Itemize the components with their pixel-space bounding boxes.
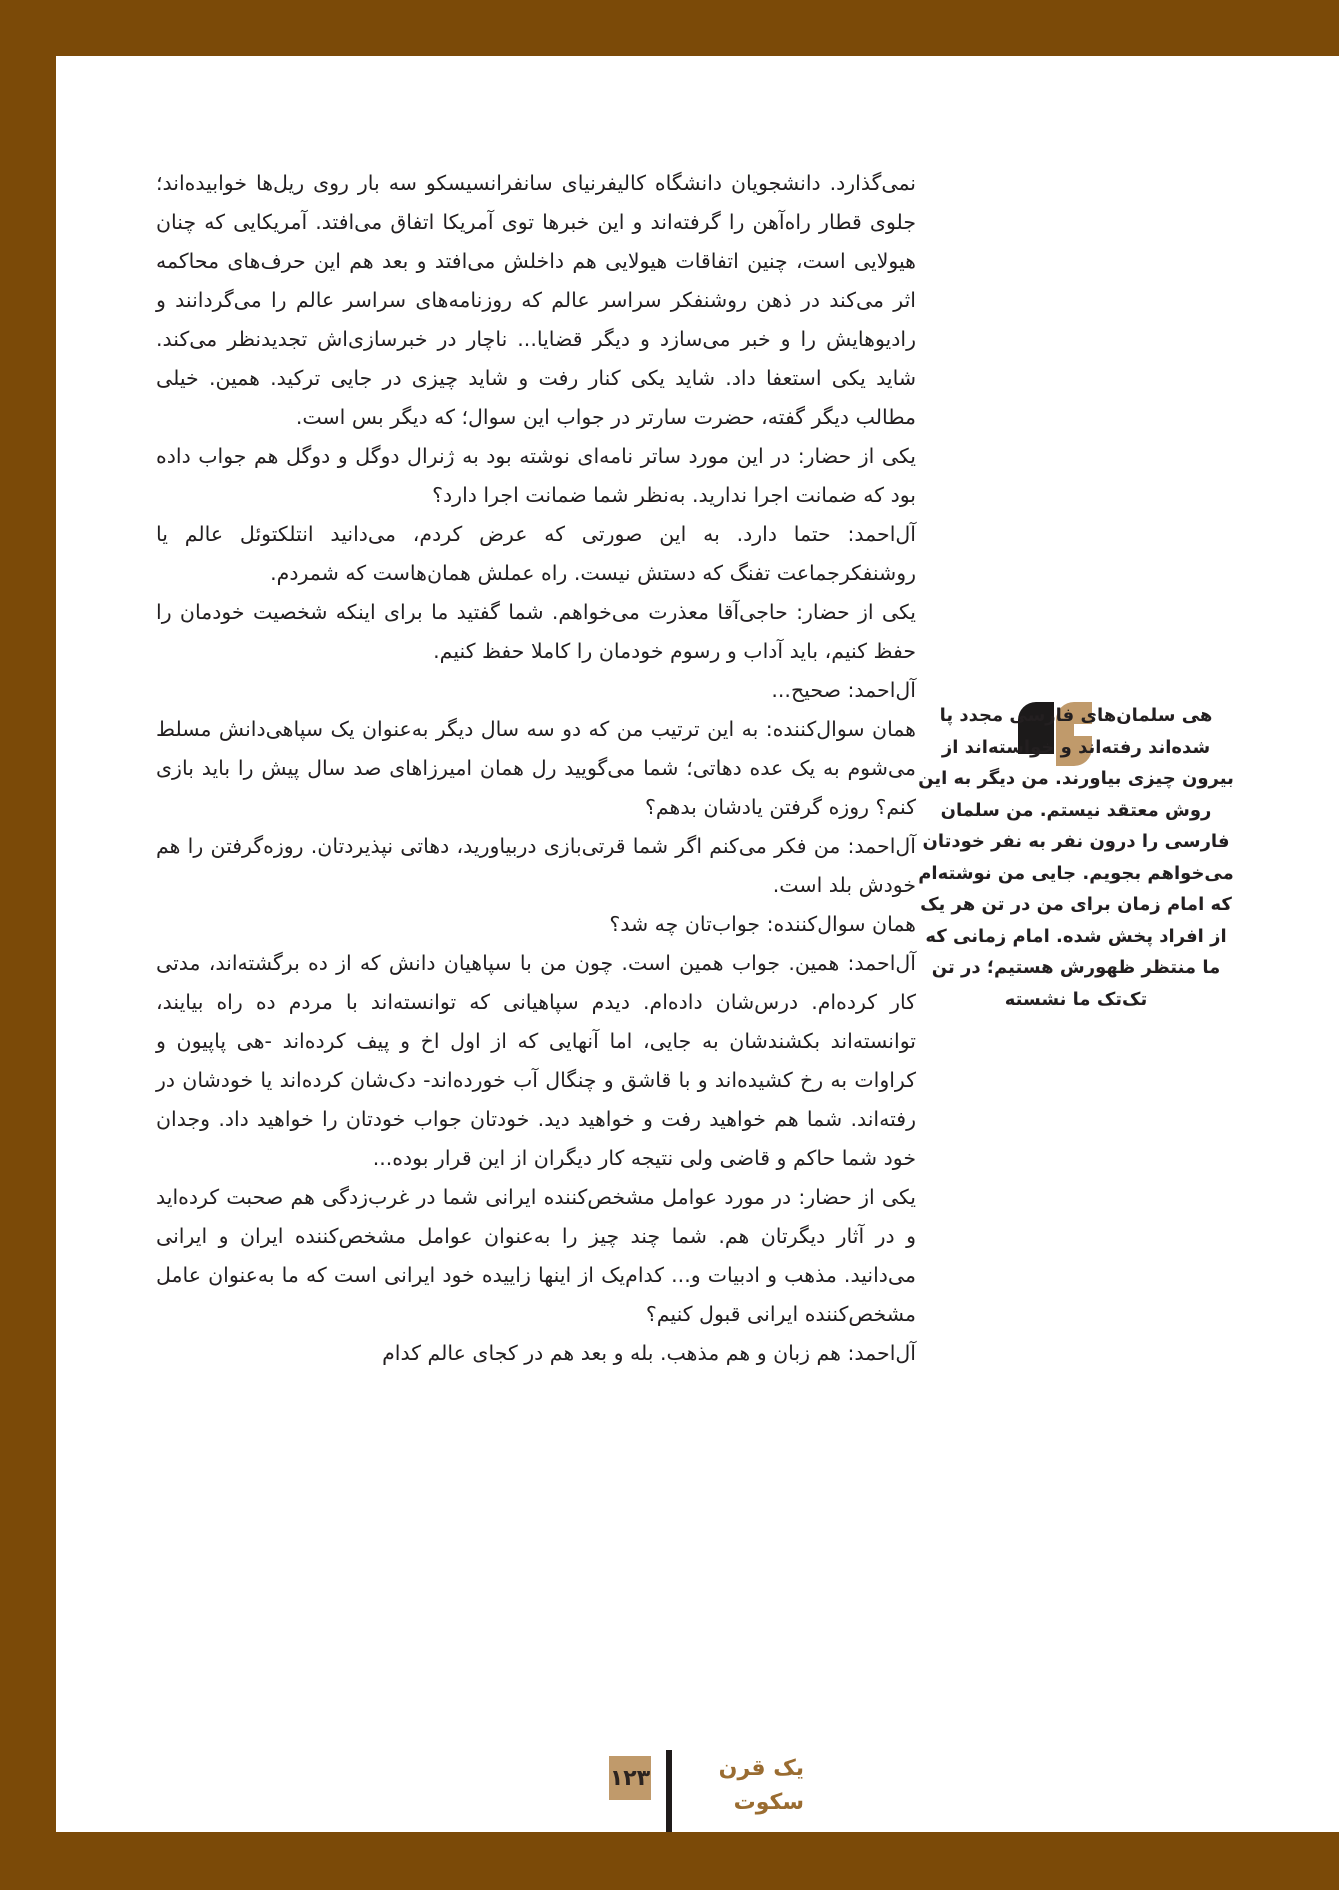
footer-divider [666,1750,672,1832]
paragraph-8: همان سوال‌کننده: جواب‌تان چه شد؟ [609,912,916,936]
paragraph-10: یکی از حضار: در مورد عوامل مشخص‌کننده ایرانی شما در غرب‌زدگی هم صحبت کرده‌اید و در آثار دیگرتان هم. شما چند چیز را به‌عنوان عوامل مشخص‌کننده ایران و ایرانی می‌دانید. مذهب و ادبیات و... کدام‌یک از اینها زاییده خود ایرانی است که ما به‌عنوان عامل مشخص‌کننده ایرانی قبول کنیم؟ [156,1185,916,1326]
paragraph-6: همان سوال‌کننده: به این ترتیب من که دو سه سال دیگر به‌عنوان یک سپاهی‌دانش مسلط می‌شوم به یک عده دهاتی؛ شما می‌گویید رل همان امیرزاهای صد سال پیش را باید بازی کنم؟ روزه گرفتن یادشان بدهم؟ [156,717,916,819]
paragraph-5: آل‌احمد: صحیح... [771,678,916,702]
page [56,56,1339,1832]
article-body [156,164,916,1373]
magazine-brand [684,1752,804,1820]
paragraph-7: آل‌احمد: من فکر می‌کنم اگر شما قرتی‌بازی دربیاورید، دهاتی نپذیردتان. روزه‌گرفتن را هم خودش بلد است. [156,834,916,897]
brand-line-2: سکوت [733,1790,804,1815]
brand-line-1: یک قرن [718,1756,804,1781]
page-number: ۱۲۳ [609,1756,651,1800]
pull-quote: هی سلمان‌های فارسی مجدد پا شده‌اند رفته‌اند و خواسته‌اند از بیرون چیزی بیاورند. من دیگر به این روش معتقد نیستم. من سلمان فارسی را درون نفر به نفر خودتان می‌خواهم بجویم. جایی من نوشته‌ام که امام زمان برای من در تن هر یک از افراد پخش شده. امام زمانی که ما منتظر ظهورش هستیم؛ در تن تک‌تک ما نشسته [918,705,1234,1010]
paragraph-3: آل‌احمد: حتما دارد. به این صورتی که عرض کردم، می‌دانید انتلکتوئل عالم یا روشنفکرجماعت تفنگ که دستش نیست. راه عملش همان‌هاست که شمردم. [156,522,916,585]
paragraph-2: یکی از حضار: در این مورد ساتر نامه‌ای نوشته بود به ژنرال دوگل و دوگل هم جواب داده بود که ضمانت اجرا ندارید. به‌نظر شما ضمانت اجرا دارد؟ [156,444,916,507]
paragraph-11: آل‌احمد: هم زبان و هم مذهب. بله و بعد هم در کجای عالم کدام [382,1341,916,1365]
paragraph-1: نمی‌گذارد. دانشجویان دانشگاه کالیفرنیای سانفرانسیسکو سه بار روی ریل‌ها خوابیده‌اند؛ جلوی قطار راه‌آهن را گرفته‌اند و این خبرها توی آمریکا اتفاق می‌افتد. آمریکایی که چنان هیولایی است، چنین اتفاقات هیولایی هم داخلش می‌افتد و بعد هم این حرف‌های محاکمه اثر می‌کند در ذهن روشنفکر سراسر عالم که روزنامه‌های سراسر عالم را می‌گردانند و رادیوهایش را و خبر می‌سازد و دیگر قضایا... ناچار در خبرسازی‌اش تجدیدنظر می‌کند. شاید یکی استعفا داد. شاید یکی کنار رفت و شاید چیزی در جایی ترکید. همین. خیلی مطالب دیگر گفته، حضرت سارتر در جواب این سوال؛ که دیگر بس است. [156,171,916,429]
paragraph-4: یکی از حضار: حاجی‌آقا معذرت می‌خواهم. شما گفتید ما برای اینکه شخصیت خودمان را حفظ کنیم، باید آداب و رسوم خودمان را کاملا حفظ کنیم. [156,600,916,663]
paragraph-9: آل‌احمد: همین. جواب همین است. چون من با سپاهیان دانش که از ده برگشته‌اند، مدتی کار کرده‌ام. درس‌شان داده‌ام. دیدم سپاهیانی که توانسته‌اند با مردم ده راه بیایند، توانسته‌اند بکشندشان به جایی، اما آنهایی که از اول اخ و پیف کرده‌اند -هی پاپیون و کراوات به رخ کشیده‌اند و با قاشق و چنگال آب خورده‌اند- دک‌شان کرده‌اند یا خودشان در رفته‌اند. شما هم خواهید رفت و خواهید دید. خودتان جواب خودتان را خواهید داد. وجدان خود شما حاکم و قاضی ولی نتیجه کار دیگران از این قرار بوده... [156,951,916,1170]
